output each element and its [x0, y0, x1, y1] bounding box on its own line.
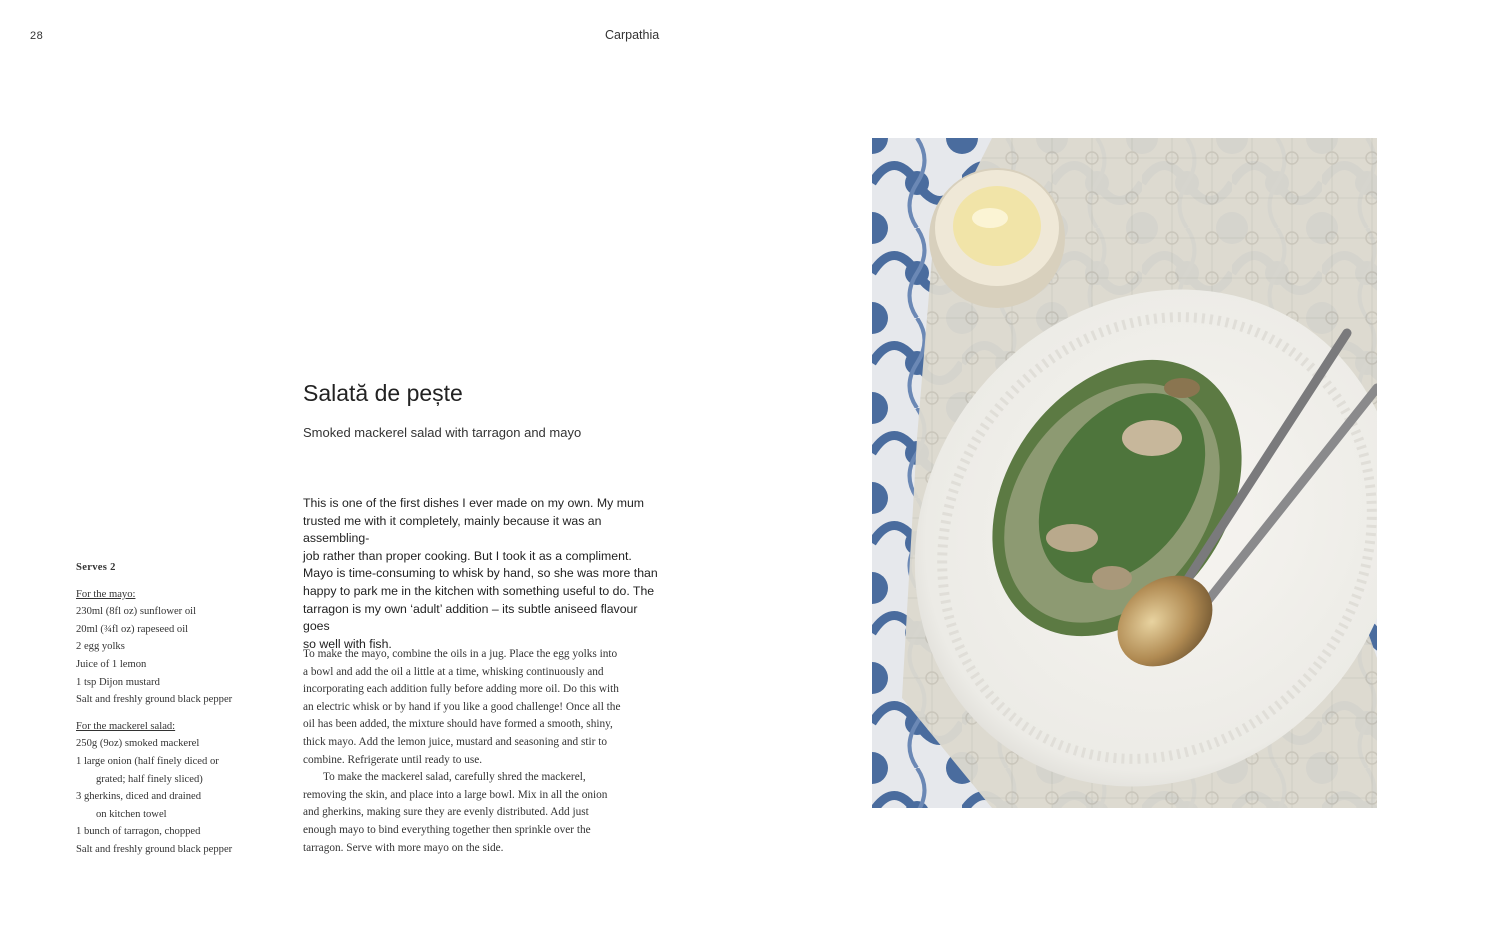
mayo-group-title: For the mayo:	[76, 588, 136, 600]
method-line: and gherkins, making sure they are evenly distributed. Add just	[303, 806, 589, 819]
intro-line: job rather than proper cooking. But I took it as a compliment.	[303, 548, 632, 563]
page-number: 28	[30, 30, 44, 42]
dish-photo	[872, 138, 1377, 808]
dish-photo-illustration	[872, 138, 1377, 808]
ingredient-item: 3 gherkins, diced and drained	[76, 791, 202, 803]
ingredient-item: Juice of 1 lemon	[76, 658, 147, 670]
ingredient-item: 2 egg yolks	[76, 641, 125, 653]
running-header: Carpathia	[605, 28, 660, 42]
method-line: combine. Refrigerate until ready to use.	[303, 753, 483, 766]
ingredient-item: 250g (9oz) smoked mackerel	[76, 738, 200, 750]
ingredient-item: Salt and freshly ground black pepper	[76, 843, 233, 855]
method-line: incorporating each addition fully before adding more oil. Do this with	[303, 683, 619, 696]
ingredient-item: 1 tsp Dijon mustard	[76, 676, 160, 688]
method-line: To make the mayo, combine the oils in a jug. Place the egg yolks into	[303, 648, 618, 660]
recipe-subtitle: Smoked mackerel salad with tarragon and mayo	[303, 425, 582, 440]
mayo-ingredients	[76, 586, 276, 709]
salad-group-title: For the mackerel salad:	[76, 720, 176, 732]
ingredient-item-continued: grated; half finely sliced)	[96, 773, 203, 785]
ingredient-item: Salt and freshly ground black pepper	[76, 694, 233, 706]
method-line: thick mayo. Add the lemon juice, mustard and seasoning and stir to	[303, 735, 608, 748]
recipe-method	[303, 646, 663, 857]
serves-count: Serves 2	[76, 562, 116, 573]
intro-line: Mayo is time-consuming to whisk by hand, so she was more than	[303, 566, 658, 581]
salad-ingredients	[76, 718, 276, 859]
intro-line: happy to park me in the kitchen with something useful to do. The	[303, 583, 655, 598]
ingredient-item: 20ml (¾fl oz) rapeseed oil	[76, 623, 189, 635]
ingredient-item-continued: on kitchen towel	[96, 808, 167, 820]
ingredient-item: 1 bunch of tarragon, chopped	[76, 826, 201, 838]
recipe-title: Salată de pește	[303, 380, 463, 406]
method-line: To make the mackerel salad, carefully shred the mackerel,	[323, 771, 586, 784]
method-line: removing the skin, and place into a large bowl. Mix in all the onion	[303, 788, 608, 801]
ingredients-list	[76, 559, 276, 868]
recipe-intro	[303, 495, 663, 653]
ingredient-item: 230ml (8fl oz) sunflower oil	[76, 606, 197, 618]
ingredient-item: 1 large onion (half finely diced or	[76, 755, 219, 767]
method-line: a bowl and add the oil a little at a time, whisking continuously and	[303, 665, 604, 678]
intro-line: This is one of the first dishes I ever made on my own. My mum	[303, 496, 645, 510]
method-line: tarragon. Serve with more mayo on the side.	[303, 841, 504, 854]
method-line: an electric whisk or by hand if you like a good challenge! Once all the	[303, 700, 621, 713]
method-line: oil has been added, the mixture should have formed a smooth, shiny,	[303, 718, 613, 731]
method-line: enough mayo to bind everything together then sprinkle over the	[303, 823, 591, 836]
intro-line: so well with fish.	[303, 636, 392, 651]
intro-line: tarragon is my own ‘adult’ addition – its subtle aniseed flavour goes	[303, 601, 638, 634]
intro-line: trusted me with it completely, mainly because it was an assembling-	[303, 513, 602, 546]
